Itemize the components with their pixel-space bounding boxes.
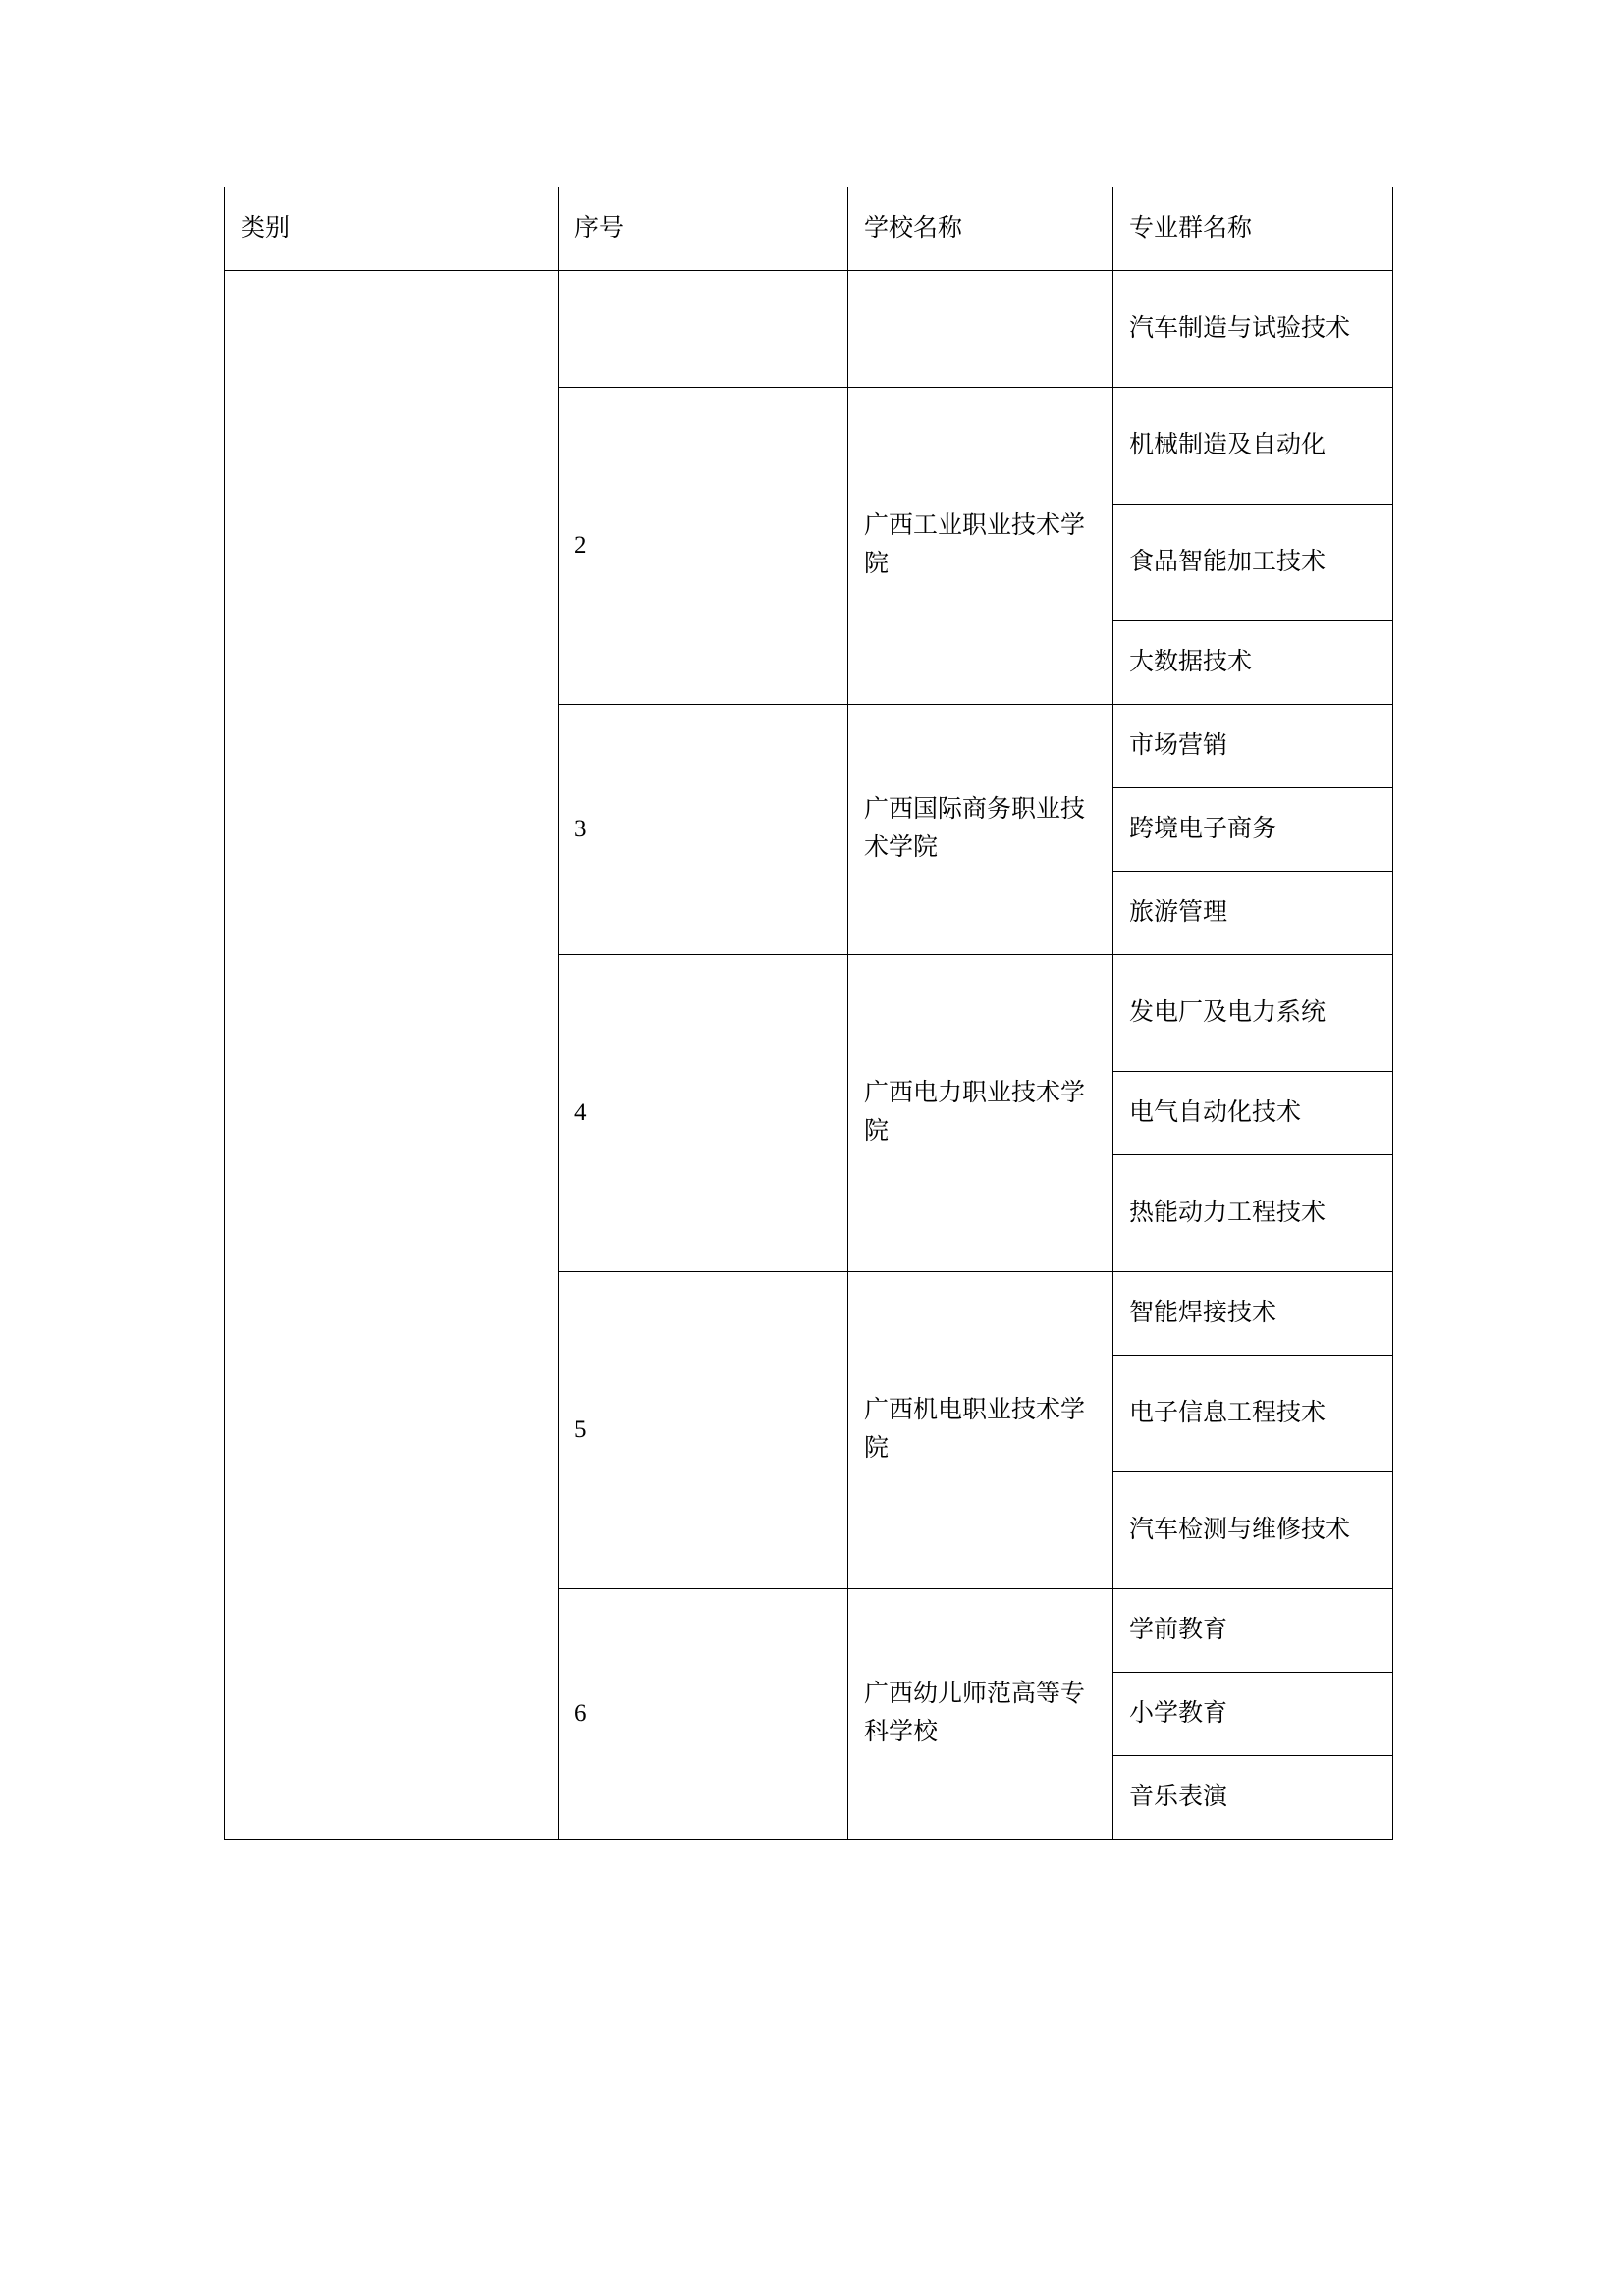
index-cell: 5 (559, 1272, 848, 1589)
school-cell: 广西幼儿师范高等专科学校 (848, 1589, 1113, 1840)
table-header-row (225, 187, 1393, 271)
school-program-table (224, 187, 1393, 1840)
program-cell: 汽车制造与试验技术 (1113, 271, 1393, 388)
header-index: 序号 (559, 187, 848, 271)
school-cell: 广西机电职业技术学院 (848, 1272, 1113, 1589)
program-cell: 发电厂及电力系统 (1113, 955, 1393, 1072)
program-cell: 跨境电子商务 (1113, 788, 1393, 872)
program-cell: 旅游管理 (1113, 872, 1393, 955)
index-cell (559, 271, 848, 388)
header-category: 类别 (225, 187, 559, 271)
program-cell: 音乐表演 (1113, 1756, 1393, 1840)
header-program: 专业群名称 (1113, 187, 1393, 271)
program-cell: 汽车检测与维修技术 (1113, 1472, 1393, 1589)
program-cell: 机械制造及自动化 (1113, 388, 1393, 505)
program-cell: 小学教育 (1113, 1673, 1393, 1756)
school-cell: 广西工业职业技术学院 (848, 388, 1113, 705)
index-cell: 4 (559, 955, 848, 1272)
index-cell: 3 (559, 705, 848, 955)
school-cell: 广西国际商务职业技术学院 (848, 705, 1113, 955)
school-cell (848, 271, 1113, 388)
program-cell: 热能动力工程技术 (1113, 1155, 1393, 1272)
school-cell: 广西电力职业技术学院 (848, 955, 1113, 1272)
category-cell (225, 271, 559, 1840)
program-cell: 市场营销 (1113, 705, 1393, 788)
table-row (225, 271, 1393, 388)
program-cell: 学前教育 (1113, 1589, 1393, 1673)
program-cell: 电子信息工程技术 (1113, 1356, 1393, 1472)
program-cell: 大数据技术 (1113, 621, 1393, 705)
program-cell: 食品智能加工技术 (1113, 505, 1393, 621)
program-cell: 电气自动化技术 (1113, 1072, 1393, 1155)
header-school: 学校名称 (848, 187, 1113, 271)
index-cell: 2 (559, 388, 848, 705)
program-cell: 智能焊接技术 (1113, 1272, 1393, 1356)
index-cell: 6 (559, 1589, 848, 1840)
